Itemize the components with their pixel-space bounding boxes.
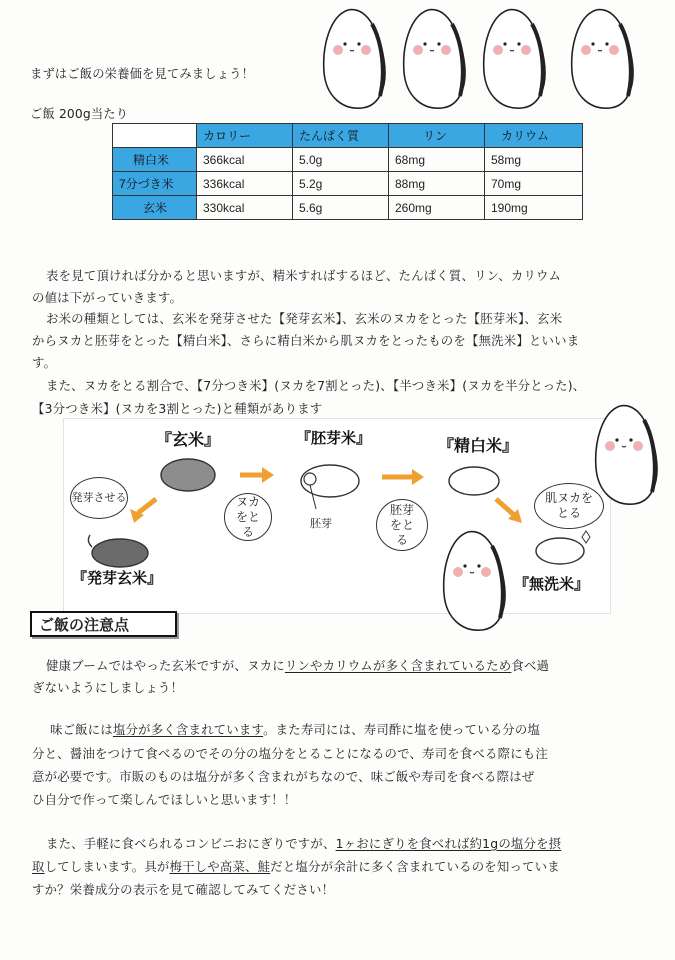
paragraph-line: 【3分つき米】(ヌカを3割とった)と種類があります xyxy=(32,401,323,416)
intro-line: まずはご飯の栄養価を見てみましょう！ xyxy=(30,67,255,81)
table-cell: 5.6g xyxy=(293,196,389,220)
paragraph-line xyxy=(46,834,561,852)
paragraph-line xyxy=(32,857,560,875)
paragraph-line: 意が必要です。市販のものは塩分が多く含まれがちなので、味ご飯や寿司を食べる際はぜ xyxy=(32,769,535,784)
table-cell: 5.2g xyxy=(293,172,389,196)
paragraph-line: すか？栄養成分の表示を見て確認してみてください！ xyxy=(32,882,335,897)
text-span: 味ご飯には xyxy=(50,722,113,737)
table-header-row xyxy=(113,124,583,148)
label-hatsuga-saseru: 発芽させる xyxy=(70,477,128,519)
label-genmai: 『玄米』 xyxy=(156,430,221,449)
column-header: カリウム xyxy=(485,124,583,148)
table-cell: 5.0g xyxy=(293,148,389,172)
row-header: 精白米 xyxy=(113,148,197,172)
underlined-text: 取 xyxy=(32,859,45,874)
text-span: 食べ過 xyxy=(511,658,550,673)
paragraph-line: お米の種類としては、玄米を発芽させた【発芽玄米】、玄米のヌカをとった【胚芽米】、玄米 xyxy=(46,311,563,326)
label-seihakumai: 『精白米』 xyxy=(438,436,519,455)
table-row xyxy=(113,196,583,220)
rice-grain-character xyxy=(398,6,470,114)
table-cell: 70mg xyxy=(485,172,583,196)
table-cell: 330kcal xyxy=(197,196,293,220)
table-cell: 260mg xyxy=(389,196,485,220)
underlined-text: 1ヶおにぎりを食べれば約1gの塩分を摂 xyxy=(335,836,562,851)
underlined-text: 梅干しや高菜、鮭 xyxy=(169,859,271,874)
label-hada-nuka-toru: 肌ヌカをとる xyxy=(534,483,604,529)
underlined-text: 塩分が多く含まれています xyxy=(112,722,264,737)
paragraph-line: ぎないようにしましょう！ xyxy=(32,680,184,695)
table-corner-cell xyxy=(113,124,197,148)
table-cell: 88mg xyxy=(389,172,485,196)
paragraph-line: す。 xyxy=(32,355,57,370)
text-span: 。また寿司には、寿司酢に塩を使っている分の塩 xyxy=(263,722,541,737)
label-haiga: 胚芽 xyxy=(310,517,332,530)
text-span: 健康ブームではやった玄米ですが、ヌカに xyxy=(46,658,285,673)
rice-types-illustration xyxy=(63,418,611,614)
table-cell: 58mg xyxy=(485,148,583,172)
paragraph-line xyxy=(50,720,540,738)
paragraph-line: ひ自分で作って楽しんでほしいと思います！！ xyxy=(32,792,297,807)
label-musenmai: 『無洗米』 xyxy=(514,575,590,593)
table-cell: 336kcal xyxy=(197,172,293,196)
paragraph-line: 分と、醤油をつけて食べるのでその分の塩分をとることになるので、寿司を食べる際にも注 xyxy=(32,746,548,761)
row-header: 7分づき米 xyxy=(113,172,197,196)
rice-grain-character xyxy=(478,6,550,114)
table-cell: 190mg xyxy=(485,196,583,220)
paragraph-line: また、ヌカをとる割合で、【7分つき米】(ヌカを7割とった)、【半つき米】(ヌカを半分とった)、 xyxy=(46,378,586,393)
label-nuka-toru: ヌカをとる xyxy=(224,493,272,541)
table-row xyxy=(113,172,583,196)
label-hatsuga-genmai: 『発芽玄米』 xyxy=(72,569,163,587)
table-cell: 68mg xyxy=(389,148,485,172)
paragraph-line xyxy=(46,656,549,674)
paragraph-line: からヌカと胚芽をとった【精白米】、さらに精白米から肌ヌカをとったものを【無洗米】といいま xyxy=(32,333,580,348)
rice-grain-character xyxy=(318,6,390,114)
section-title: ご飯の注意点 xyxy=(30,611,177,637)
table-row xyxy=(113,148,583,172)
text-span: してしまいます。具が xyxy=(44,859,170,874)
label-haiga-toru: 胚芽をとる xyxy=(376,499,428,551)
paragraph-line: 表を見て頂ければ分かると思いますが、精米すればするほど、たんぱく質、リン、カリウム xyxy=(46,268,562,283)
rice-grain-character xyxy=(566,6,638,114)
label-haigamai: 『胚芽米』 xyxy=(296,429,372,447)
row-header: 玄米 xyxy=(113,196,197,220)
table-cell: 366kcal xyxy=(197,148,293,172)
text-span: だと塩分が余計に多く含まれているのを知っていま xyxy=(270,859,560,874)
column-header: たんぱく質 xyxy=(293,124,389,148)
rice-grain-character xyxy=(438,528,510,636)
text-span: また、手軽に食べられるコンビニおにぎりですが、 xyxy=(46,836,336,851)
paragraph-line: の値は下がっていきます。 xyxy=(32,290,183,305)
column-header: カロリー xyxy=(197,124,293,148)
rice-grain-character xyxy=(590,402,662,510)
column-header: リン xyxy=(389,124,485,148)
per-serving-label: ご飯 200g当たり xyxy=(30,107,129,121)
rice-illustration-drawing xyxy=(64,419,612,615)
underlined-text: リンやカリウムが多く含まれているため xyxy=(284,658,512,673)
nutrition-table xyxy=(112,123,583,220)
